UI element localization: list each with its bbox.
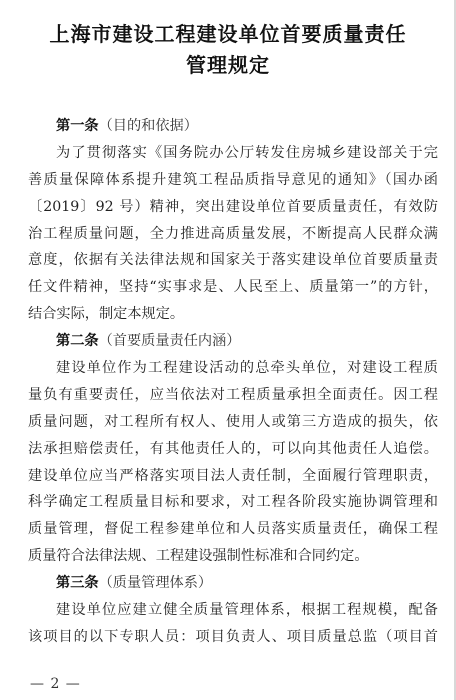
- article-2-number: 第二条: [56, 333, 99, 350]
- article-2-line: 法承担赔偿责任，有其他责任人的，可以向其他责任人追偿。: [28, 440, 438, 457]
- article-2-line: 建设单位应当严格落实项目法人责任制，全面履行管理职责，: [28, 467, 438, 484]
- page-number: — 2 —: [30, 676, 81, 692]
- article-1-line: 〔2019〕92 号）精神，突出建设单位首要质量责任，有效防: [28, 198, 438, 215]
- article-3-line: 建设单位应建立健全质量管理体系，根据工程规模，配备: [56, 602, 438, 619]
- article-2-heading: [28, 328, 438, 355]
- article-1-line: 善质量保障体系提升建筑工程品质指导意见的通知》（国办函: [28, 171, 438, 188]
- article-2-line: 量负有重要责任，应当依法对工程质量承担全面责任。因工程: [28, 386, 438, 403]
- article-2-line: 质量问题，对工程所有权人、使用人或第三方造成的损失，依: [28, 413, 438, 430]
- document-title-line-2: 管理规定: [186, 53, 270, 77]
- article-2-line: 质量符合法律法规、工程建设强制性标准和合同约定。: [28, 548, 369, 565]
- article-1-line: 意度，依据有关法律法规和国家关于落实建设单位首要质量责: [28, 252, 438, 269]
- article-1-heading: [28, 113, 438, 140]
- article-3-line: 该项目的以下专职人员：项目负责人、项目质量总监（项目首: [28, 628, 438, 645]
- article-3-heading: [28, 570, 438, 597]
- article-1-number: 第一条: [56, 118, 99, 134]
- article-2-subject: （首要质量责任内涵）: [98, 333, 241, 350]
- article-1-line: 任文件精神，坚持“实事求是、人民至上、质量第一”的方针，: [28, 279, 438, 296]
- document-body: [28, 113, 438, 651]
- article-2-line: 建设单位作为工程建设活动的总牵头单位，对建设工程质: [56, 360, 438, 377]
- article-2-line: 质量管理，督促工程参建单位和人员落实质量责任，确保工程: [28, 521, 438, 538]
- document-title-line-1: 上海市建设工程建设单位首要质量责任: [49, 22, 407, 46]
- article-1-line: 治工程质量问题，全力推进高质量发展，不断提高人民群众满: [28, 225, 438, 242]
- article-1-subject: （目的和依据）: [98, 118, 198, 134]
- article-1-line: 结合实际，制定本规定。: [28, 306, 185, 323]
- article-3-subject: （质量管理体系）: [98, 575, 213, 592]
- article-3-number: 第三条: [56, 575, 99, 592]
- article-2-line: 科学确定工程质量目标和要求，对工程各阶段实施协调管理和: [28, 494, 438, 511]
- article-1-line: 为了贯彻落实《国务院办公厅转发住房城乡建设部关于完: [56, 144, 438, 161]
